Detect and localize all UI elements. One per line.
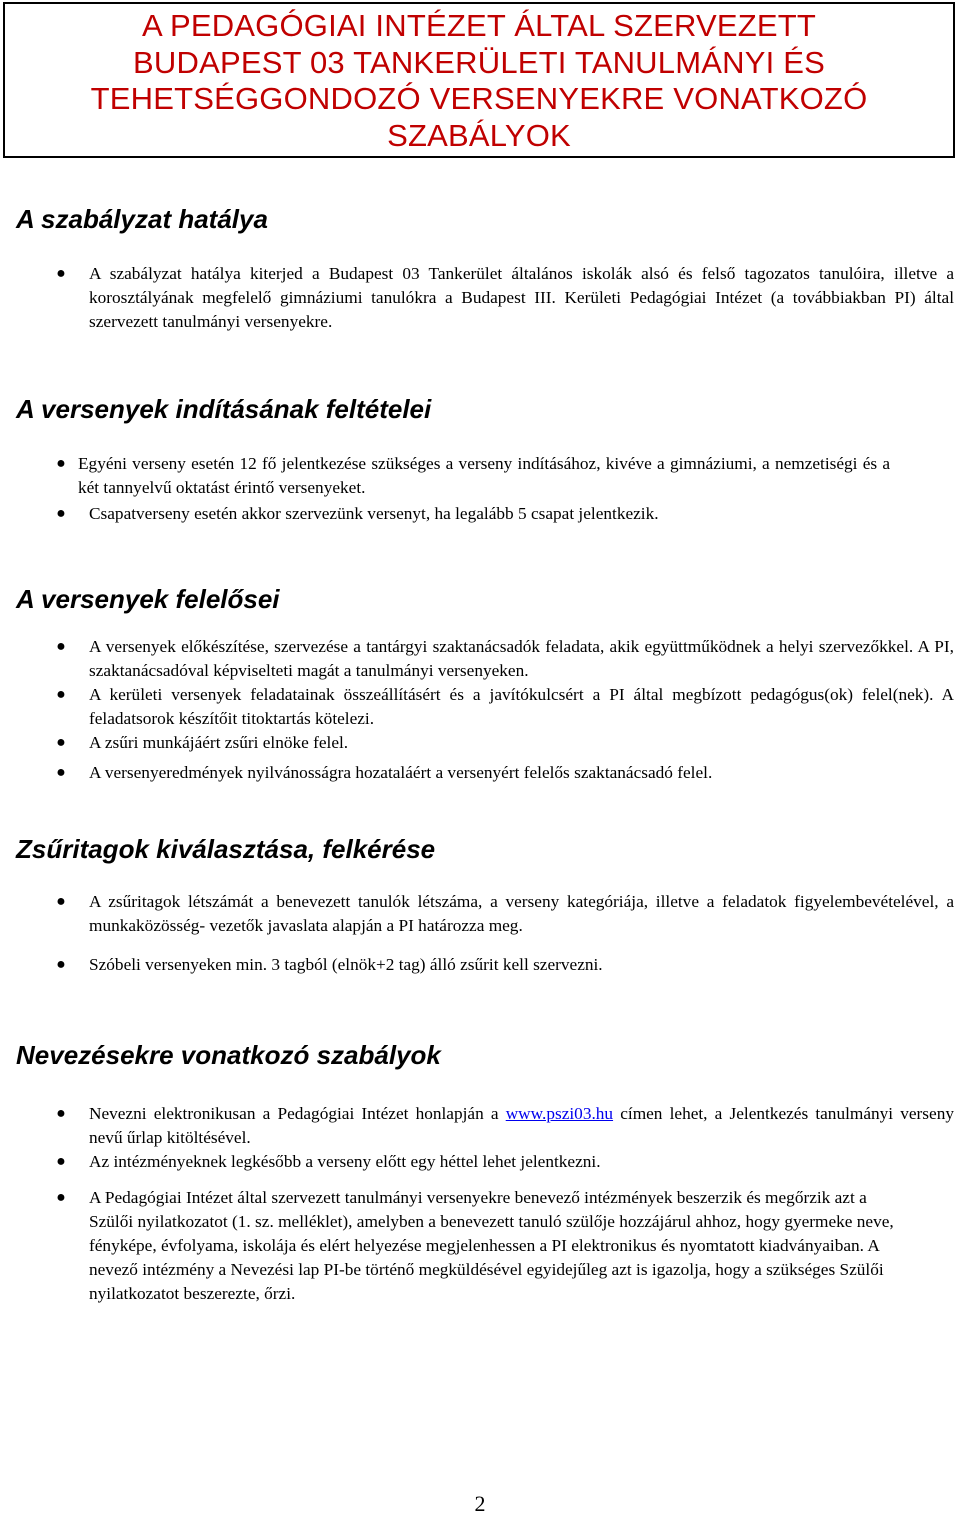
- document-title-line: A PEDAGÓGIAI INTÉZET ÁLTAL SZERVEZETT: [141, 8, 817, 43]
- bullet-icon: ●: [56, 764, 66, 781]
- bullet-icon: ●: [56, 734, 66, 751]
- document-title-line: TEHETSÉGGONDOZÓ VERSENYEKRE VONATKOZÓ: [90, 81, 868, 116]
- document-title-line: SZABÁLYOK: [387, 117, 571, 153]
- section-heading-nevezes: Nevezésekre vonatkozó szabályok: [16, 1040, 441, 1070]
- list-zsuri: [0, 890, 960, 977]
- list-item: ● A zsűri munkájáért zsűri elnöke felel.: [0, 731, 960, 755]
- bullet-icon: ●: [56, 686, 66, 703]
- bullet-icon: ●: [56, 956, 66, 973]
- bullet-icon: ●: [56, 505, 66, 522]
- section-heading-zsuri: Zsűritagok kiválasztása, felkérése: [16, 834, 436, 864]
- list-item: ● Egyéni verseny esetén 12 fő jelentkezése szükséges a verseny indításához, kivéve a gimnáziumi, a nemzetiségi és a két tannyelvű oktatást érintő versenyeket.: [56, 454, 890, 497]
- document-title-line: BUDAPEST 03 TANKERÜLETI TANULMÁNYI ÉS: [133, 44, 825, 80]
- list-inditas: [0, 452, 960, 526]
- list-felelosok: [0, 635, 960, 785]
- document-title-box: [3, 2, 955, 158]
- bullet-icon: ●: [56, 455, 66, 472]
- bullet-icon: ●: [56, 1153, 66, 1170]
- list-item: ● Csapatverseny esetén akkor szervezünk versenyt, ha legalább 5 csapat jelentkezik.: [0, 502, 960, 526]
- section-heading-hataly: A szabályzat hatálya: [16, 204, 268, 234]
- list-item: ● A Pedagógiai Intézet által szervezett tanulmányi versenyekre benevező intézmények beszerzik és megőrzik azt a Szülői nyilatkozatot (1. sz. melléklet), amelyben a benevezett tanuló szülője hozzájárul ahhoz, hogy gyermeke neve, fényképe, évfolyama, iskolája és elért helyezése megjelenhessen a PI elektronikus és nyomtatott kiadványaiban. A nevező intézmény a Nevezési lap PI-be történő megküldésével egyidejűleg azt is igazolja, hogy a szükséges Szülői nyilatkozatot beszerezte, őrzi.: [56, 1188, 894, 1303]
- bullet-icon: ●: [56, 893, 66, 910]
- list-item: ● A versenyek előkészítése, szervezése a tantárgyi szaktanácsadók feladata, akik együttműködnek a helyi szervezőkkel. A PI, szaktanácsadóval képviselteti magát a tanulmányi versenyeken.: [56, 637, 954, 680]
- bullet-icon: ●: [56, 1105, 66, 1122]
- website-link[interactable]: www.pszi03.hu: [505, 1104, 614, 1123]
- list-hataly: [0, 262, 960, 334]
- list-item: ● A kerületi versenyek feladatainak összeállításért és a javítókulcsért a PI által megbízott pedagógus(ok) felel(nek). A feladatsorok készítőit titoktartás kötelezi.: [56, 685, 954, 728]
- bullet-icon: ●: [56, 638, 66, 655]
- bullet-icon: ●: [56, 1189, 66, 1206]
- list-item: ● Szóbeli versenyeken min. 3 tagból (elnök+2 tag) álló zsűrit kell szervezni.: [0, 938, 960, 977]
- list-item: ● A versenyeredmények nyilvánosságra hozataláért a versenyért felelős szaktanácsadó felel.: [0, 755, 960, 785]
- page-number: 2: [474, 1491, 486, 1516]
- list-nevezes: [0, 1102, 960, 1306]
- list-item: ● A szabályzat hatálya kiterjed a Budapest 03 Tankerület általános iskolák alsó és felső tagozatos tanulóira, illetve a korosztályának megfelelő gimnáziumi tanulókra a Budapest III. Kerületi Pedagógiai Intézet (a továbbiakban PI) által szervezett tanulmányi versenyekre.: [56, 264, 954, 331]
- list-item: ● Nevezni elektronikusan a Pedagógiai Intézet honlapján a www.pszi03.hu címen lehet, a Jelentkezés tanulmányi verseny nevű űrlap kitöltésével.: [56, 1104, 954, 1147]
- bullet-icon: ●: [56, 265, 66, 282]
- list-item: ● Az intézményeknek legkésőbb a verseny előtt egy héttel lehet jelentkezni.: [0, 1150, 960, 1174]
- section-heading-felelosok: A versenyek felelősei: [16, 584, 280, 614]
- list-item: ● A zsűritagok létszámát a benevezett tanulók létszáma, a verseny kategóriája, illetve a feladatok figyelembevételével, a munkaközösség- vezetők javaslata alapján a PI határozza meg.: [56, 892, 954, 935]
- section-heading-inditas: A versenyek indításának feltételei: [16, 394, 432, 424]
